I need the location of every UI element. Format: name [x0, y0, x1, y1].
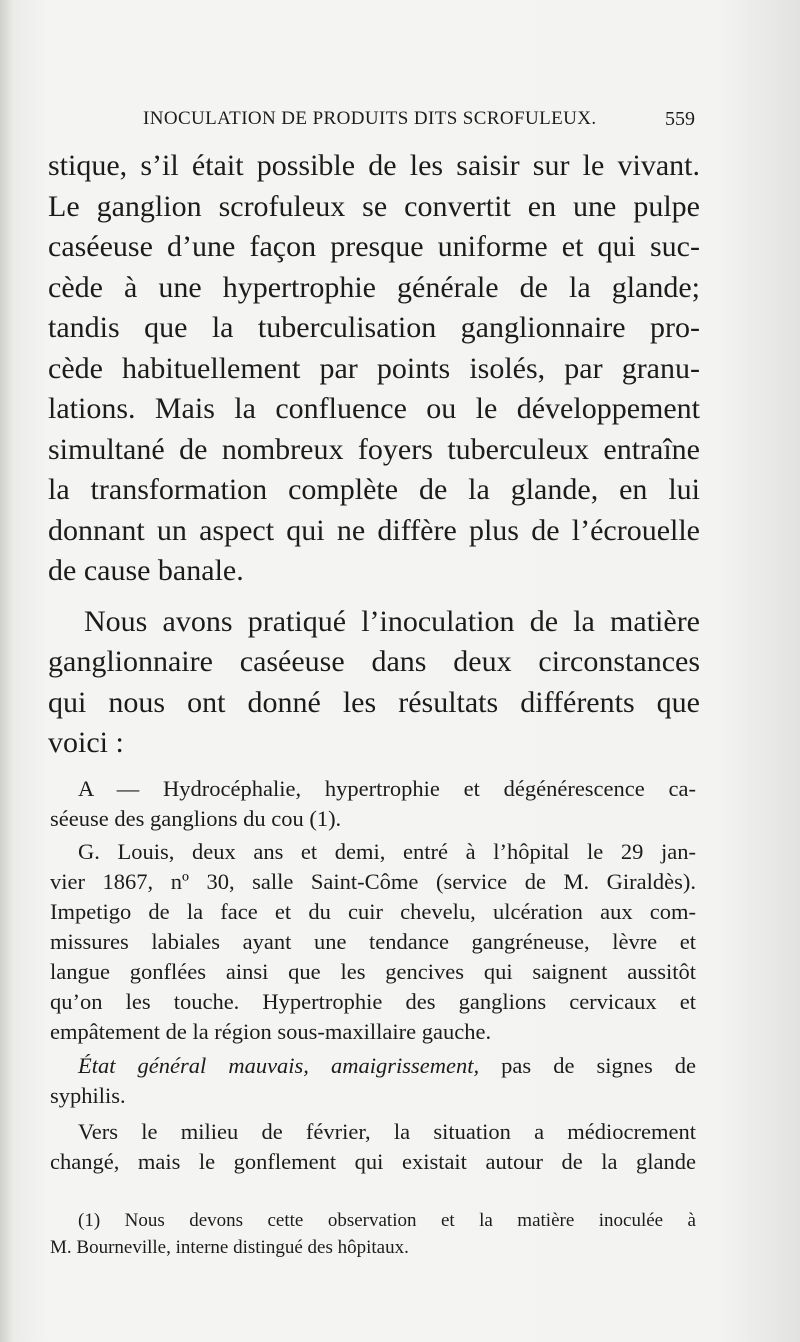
text-line: tandis que la tuberculisation ganglionnaire pro-	[48, 311, 700, 344]
text-line: ganglionnaire caséeuse dans deux circonstances	[48, 645, 700, 678]
text-line: G. Louis, deux ans et demi, entré à l’hôpital le 29 jan-	[78, 839, 696, 864]
text-line	[50, 1051, 696, 1081]
main-text	[48, 146, 700, 764]
text-line: stique, s’il était possible de les saisir sur le vivant.	[48, 149, 700, 182]
text-line: lations. Mais la confluence ou le développement	[48, 392, 700, 425]
italic-phrase: État général mauvais, amaigrissement,	[78, 1053, 480, 1078]
page-number: 559	[665, 108, 695, 130]
case-heading	[50, 774, 696, 834]
text-line: de cause banale.	[48, 554, 244, 587]
text-line: changé, mais le gonflement qui existait autour de la glande	[50, 1149, 696, 1174]
running-title: INOCULATION DE PRODUITS DITS SCROFULEUX.	[143, 108, 597, 129]
text-line: séeuse des ganglions du cou (1).	[50, 806, 342, 831]
case-paragraph	[50, 1051, 696, 1111]
text-line: caséeuse d’une façon presque uniforme et qui suc-	[48, 230, 700, 263]
text-line: Impetigo de la face et du cuir chevelu, ulcération aux com-	[50, 899, 696, 924]
text-line: la transformation complète de la glande, en lui	[48, 473, 700, 506]
text-line: simultané de nombreux foyers tuberculeux entraîne	[48, 432, 700, 466]
text-line: Vers le milieu de février, la situation a médiocrement	[78, 1119, 696, 1144]
text-line: syphilis.	[50, 1083, 126, 1108]
text-run: pas de signes de	[479, 1053, 697, 1078]
text-line: qui nous ont donné les résultats différents que	[48, 685, 700, 719]
page-gutter-shadow	[0, 0, 14, 1342]
text-line: cède à une hypertrophie générale de la glande;	[48, 270, 700, 304]
running-header	[143, 100, 695, 136]
text-line: Le ganglion scrofuleux se convertit en une pulpe	[48, 189, 700, 223]
text-line: donnant un aspect qui ne diffère plus de l’écrouelle	[48, 513, 700, 547]
text-line: vier 1867, nº 30, salle Saint-Côme (service de M. Giraldès).	[50, 869, 696, 894]
footnote-line: (1) Nous devons cette observation et la matière inoculée à	[78, 1210, 696, 1231]
text-line: cède habituellement par points isolés, par granu-	[48, 351, 700, 385]
text-line: langue gonflées ainsi que les gencives qui saignent aussitôt	[50, 959, 696, 984]
case-paragraph	[50, 1117, 696, 1177]
text-line: qu’on les touche. Hypertrophie des ganglions cervicaux et	[50, 989, 696, 1014]
text-line: missures labiales ayant une tendance gangréneuse, lèvre et	[50, 929, 696, 954]
case-report	[50, 774, 696, 1177]
text-line: Nous avons pratiqué l’inoculation de la matière	[84, 604, 700, 638]
text-line: voici :	[48, 726, 124, 759]
text-line: empâtement de la région sous-maxillaire gauche.	[50, 1019, 492, 1044]
footnote	[50, 1207, 696, 1261]
footnote-line: M. Bourneville, interne distingué des hôpitaux.	[50, 1237, 409, 1258]
case-paragraph	[50, 837, 696, 1047]
paragraph-1	[48, 146, 700, 592]
paragraph-2	[48, 602, 700, 764]
text-line: A — Hydrocéphalie, hypertrophie et dégénérescence ca-	[78, 776, 696, 801]
